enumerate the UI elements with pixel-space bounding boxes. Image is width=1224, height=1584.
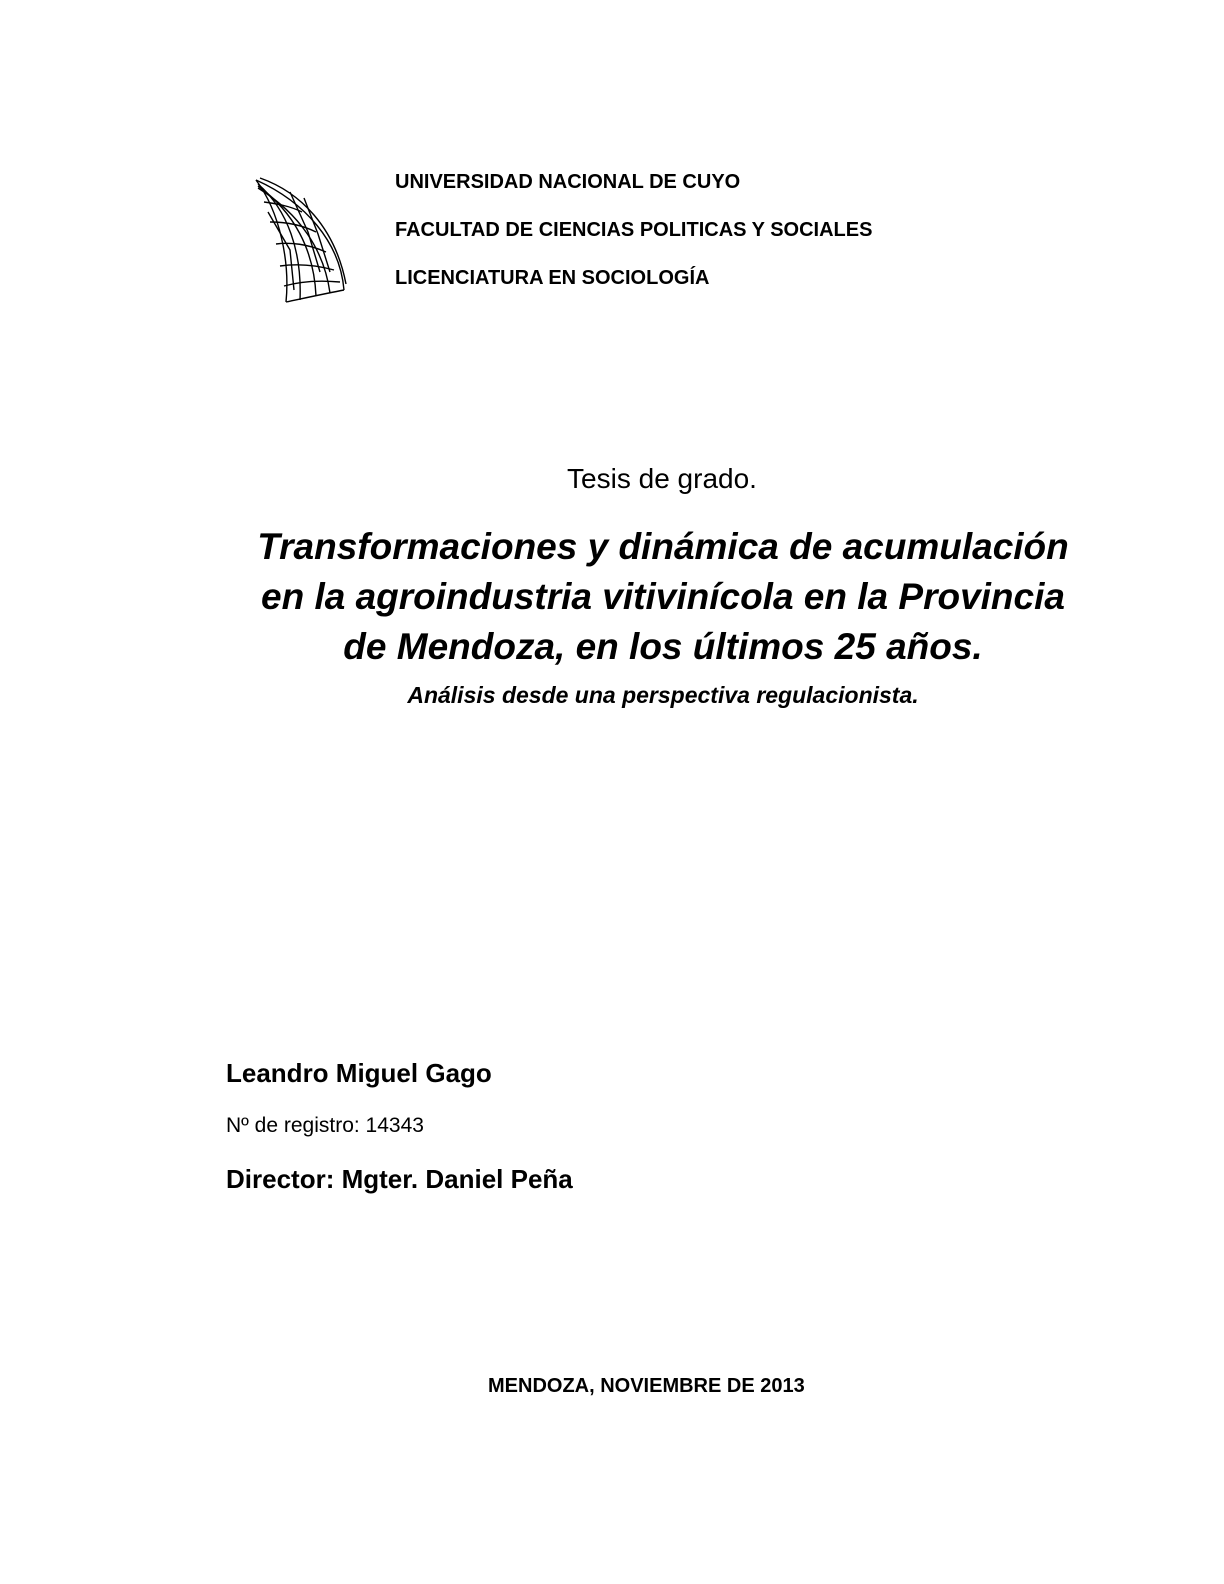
faculty-name: FACULTAD DE CIENCIAS POLITICAS Y SOCIALES [395, 219, 873, 241]
thesis-director: Director: Mgter. Daniel Peña [226, 1164, 573, 1194]
thesis-subtitle: Análisis desde una perspectiva regulacionista. [407, 682, 919, 708]
thesis-title-line: Transformaciones y dinámica de acumulación [257, 526, 1069, 567]
thesis-title-line: de Mendoza, en los últimos 25 años. [343, 626, 983, 667]
degree-program: LICENCIATURA EN SOCIOLOGÍA [395, 267, 710, 289]
registration-number: Nº de registro: 14343 [226, 1114, 424, 1137]
thesis-title [200, 522, 1126, 672]
thesis-title-line: en la agroindustria vitivinícola en la Provincia [261, 576, 1065, 617]
sail-logo-icon [250, 172, 350, 308]
document-type: Tesis de grado. [567, 463, 757, 494]
university-name: UNIVERSIDAD NACIONAL DE CUYO [395, 171, 741, 193]
author-name: Leandro Miguel Gago [226, 1058, 492, 1088]
place-date: MENDOZA, NOVIEMBRE DE 2013 [488, 1375, 805, 1397]
